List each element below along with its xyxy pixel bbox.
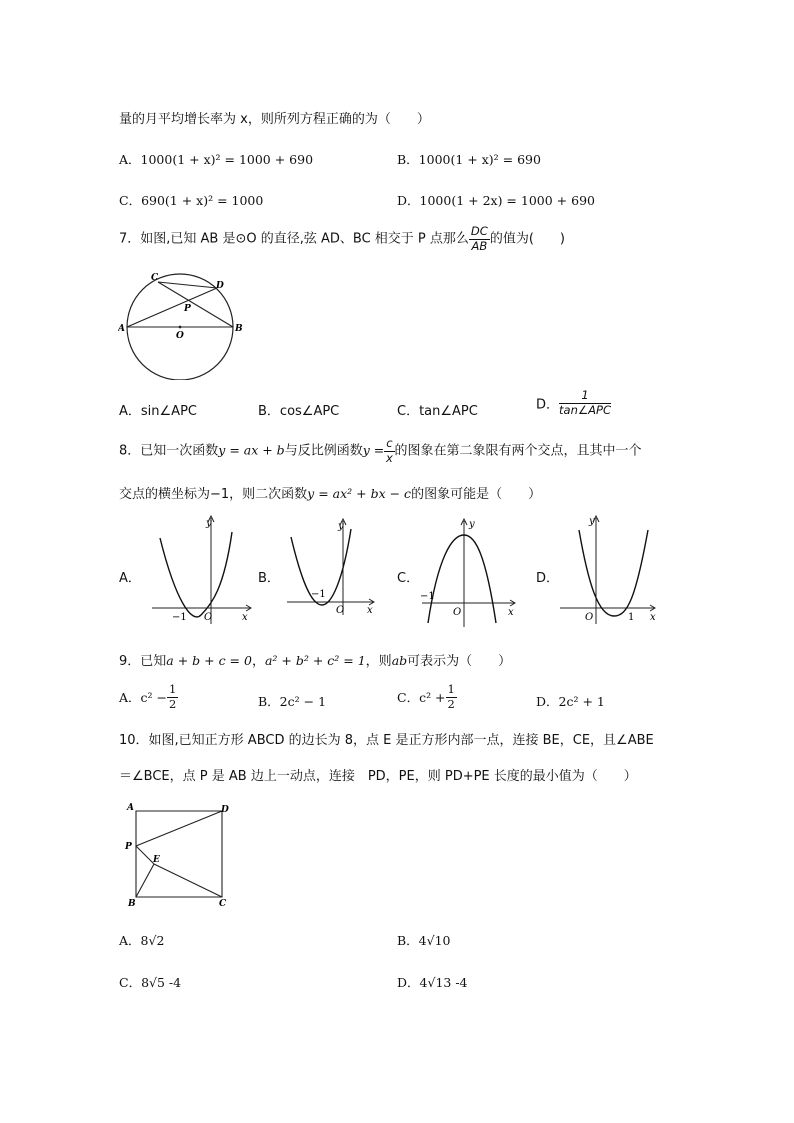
- axis-x-label: x: [242, 612, 248, 623]
- q7-option-d: [536, 390, 611, 416]
- q9-a-frac: [167, 684, 178, 710]
- q7-stem-text: 7．如图,已知 AB 是⊙O 的直径,弦 AD、BC 相交于 P 点那么: [119, 231, 469, 247]
- q6-option-a: A．1000(1 + x)² = 1000 + 690: [119, 152, 314, 167]
- q8-option-c-label: C．: [397, 571, 420, 586]
- q9-c-den: 2: [447, 696, 455, 711]
- q7-option-b: B．cos∠APC: [258, 404, 340, 419]
- q8-recip-den: x: [385, 450, 393, 465]
- origin-label: O: [204, 612, 213, 623]
- label-a: A: [118, 324, 125, 334]
- label-b: B: [128, 899, 136, 909]
- q9-cond1: a + b + c = 0: [166, 653, 252, 668]
- label-p: P: [125, 842, 132, 852]
- axis-y-label: y: [338, 521, 344, 532]
- q10-option-b: B．4√10: [397, 933, 451, 948]
- q8-graph-a: [150, 512, 255, 627]
- q8-l2-pre: 交点的横坐标为−1，则二次函数: [119, 487, 308, 502]
- q7-option-c: C．tan∠APC: [397, 404, 478, 419]
- q7-option-d-frac: [559, 390, 611, 416]
- tick-label: 1: [628, 612, 635, 623]
- q7-stem: [119, 226, 565, 252]
- q8-stem-line2: [119, 483, 541, 502]
- tick-label: −1: [420, 591, 435, 602]
- q7-option-d-prefix: D．: [536, 397, 560, 413]
- q6-stem: 量的月平均增长率为 x，则所列方程正确的为（ ）: [119, 112, 430, 127]
- q10-stem-line1: 10．如图,已知正方形 ABCD 的边长为 8，点 E 是正方形内部一点，连接 BE，CE，且∠ABE: [119, 733, 654, 748]
- q9-a-num: 1: [169, 682, 177, 696]
- q9-a-den: 2: [169, 696, 177, 711]
- q8-l2-post: 的图象可能是（ ）: [411, 487, 542, 502]
- q8-graph-b: [285, 515, 380, 617]
- origin-label: O: [336, 605, 345, 616]
- q8-option-a-label: A．: [119, 571, 141, 586]
- q9-option-c: [397, 684, 457, 710]
- q8-l1-mid: 与反比例函数: [284, 443, 363, 459]
- q9-c-num: 1: [447, 682, 455, 696]
- q9-sep: ，: [251, 654, 265, 669]
- q7-d-den: tan∠APC: [559, 402, 612, 417]
- tick-label: −1: [311, 589, 326, 600]
- q8-recip-frac: [384, 438, 394, 464]
- q8-graph-c: [420, 517, 520, 629]
- axis-y-label: y: [206, 518, 212, 529]
- q8-l1-post: 的图象在第二象限有两个交点，且其中一个: [394, 443, 642, 459]
- segment-pe: [136, 846, 154, 864]
- square-abcd: [136, 811, 222, 897]
- q7-fraction: [469, 226, 490, 252]
- axis-y-label: y: [589, 516, 595, 527]
- q8-graph-d: [558, 512, 663, 627]
- q9-ab: ab: [391, 653, 408, 668]
- q8-option-b-label: B．: [258, 571, 280, 586]
- label-c: C: [151, 273, 159, 283]
- q7-frac-num: DC: [470, 224, 488, 238]
- q7-d-num: 1: [559, 390, 611, 404]
- chord-ad: [127, 288, 217, 327]
- q9-cond2: a² + b² + c² = 1: [264, 653, 366, 668]
- q8-stem-line1: [119, 438, 642, 464]
- axis-x-label: x: [367, 605, 373, 616]
- q7-stem-tail: 的值为( ): [489, 231, 565, 247]
- q8-recip-num: c: [386, 436, 393, 450]
- q8-option-d-label: D．: [536, 571, 560, 586]
- segment-ce: [154, 864, 222, 897]
- segment-pd: [136, 811, 222, 846]
- q8-quadratic: y = ax² + bx − c: [307, 486, 412, 501]
- q8-l1-pre: 8．已知一次函数: [119, 443, 219, 459]
- parabola-d: [579, 530, 648, 616]
- center-dot: [179, 326, 182, 329]
- axis-y-label: y: [469, 519, 475, 530]
- label-o: O: [176, 331, 184, 341]
- q7-frac-den: AB: [471, 238, 488, 253]
- q6-option-c: C．690(1 + x)² = 1000: [119, 193, 264, 208]
- parabola-c: [428, 535, 496, 623]
- label-d: D: [216, 281, 224, 291]
- q9-a-pre: A．c² −: [119, 690, 167, 705]
- q9-pre: 9．已知: [119, 654, 167, 669]
- label-c: C: [219, 899, 227, 909]
- axis-x-label: x: [508, 607, 514, 618]
- q9-option-d: D．2c² + 1: [536, 694, 605, 709]
- tick-label: −1: [172, 612, 187, 623]
- q8-recip-lhs: y =: [362, 442, 385, 458]
- label-b: B: [235, 324, 243, 334]
- segment-be: [136, 864, 154, 897]
- q10-option-c: C．8√5 -4: [119, 975, 182, 990]
- q9-stem: [119, 650, 511, 669]
- q6-option-b: B．1000(1 + x)² = 690: [397, 152, 541, 167]
- q10-option-a: A．8√2: [119, 933, 165, 948]
- q9-option-a: [119, 684, 178, 710]
- q9-option-b: B．2c² − 1: [258, 694, 327, 709]
- q9-mid: ，则: [365, 654, 392, 669]
- q10-stem-line2: ＝∠BCE，点 P 是 AB 边上一动点，连接 PD，PE，则 PD+PE 长度的最小值为（ ）: [119, 769, 637, 784]
- q8-linear: y = ax + b: [218, 442, 285, 458]
- q10-square-figure: [118, 798, 243, 910]
- q9-c-frac: [446, 684, 457, 710]
- origin-label: O: [585, 612, 594, 623]
- q7-circle-figure: [118, 268, 246, 380]
- label-e: E: [153, 855, 160, 865]
- q7-option-a: A．sin∠APC: [119, 404, 197, 419]
- origin-label: O: [453, 607, 462, 618]
- label-d: D: [221, 805, 229, 815]
- q6-option-d: D．1000(1 + 2x) = 1000 + 690: [397, 193, 595, 208]
- axis-x-label: x: [650, 612, 656, 623]
- q9-post: 可表示为（ ）: [407, 654, 512, 669]
- q9-c-pre: C．c² +: [397, 690, 446, 705]
- q10-option-d: D．4√13 -4: [397, 975, 468, 990]
- parabola-a: [160, 532, 232, 617]
- label-a: A: [127, 803, 134, 813]
- label-p: P: [184, 304, 191, 314]
